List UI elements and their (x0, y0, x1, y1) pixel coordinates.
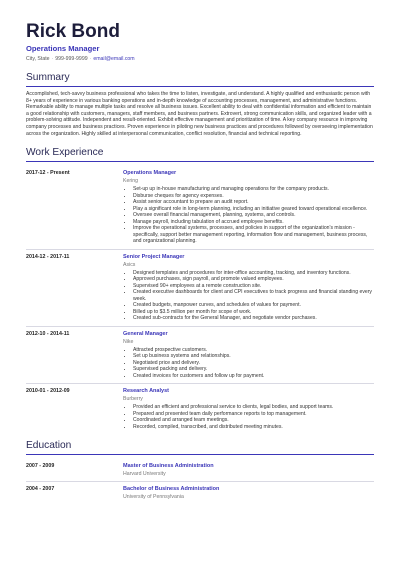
job-bullet: • Created invoices for customers and follow up for payment. (133, 373, 374, 380)
section-divider (26, 454, 374, 455)
summary-section (26, 72, 374, 137)
education-detail (123, 486, 374, 500)
education-section (26, 440, 374, 500)
job-bullet: • Supervised 90+ employees at a remote construction site. (133, 283, 374, 290)
education-dates: 2004 - 2007 (26, 486, 55, 493)
job-bullet: • Billed up to $3.5 million per month for scope of work. (133, 309, 374, 316)
education-heading: Education (26, 440, 72, 452)
job-bullet: • Play a significant role in long-term planning, including an initiative geared toward operational excellence. (133, 206, 374, 213)
phone: 999-999-9999 (55, 56, 88, 62)
education-entry (26, 481, 374, 500)
job-bullet: • Created sub-contracts for the General Manager, and negotiate vendor purchases. (133, 315, 374, 322)
job-title: General Manager (123, 330, 168, 337)
job-bullet: • Negotiated price and delivery. (133, 360, 374, 367)
job-detail (123, 254, 374, 322)
job-bullets (123, 404, 374, 430)
job-bullet: • Set up business systems and relationships. (133, 353, 374, 360)
job-dates: 2014-12 - 2017-11 (26, 253, 70, 260)
summary-heading: Summary (26, 72, 70, 83)
school: University of Pennsylvania (123, 494, 184, 501)
job-detail (123, 388, 374, 430)
job-bullets (123, 347, 374, 380)
job-bullets (123, 270, 374, 322)
job-bullet: • Set-up up in-house manufacturing and managing operations for the company products. (133, 186, 374, 193)
degree: Master of Business Administration (123, 463, 214, 470)
company-name: Nike (123, 338, 134, 345)
job-bullet: • Prepared and presented team daily performance reports to top management. (133, 411, 374, 418)
separator: · (51, 56, 54, 62)
section-divider (26, 161, 374, 162)
job-bullet: • Created budgets, manpower curves, and schedules of values for payment. (133, 302, 374, 309)
job-entry (26, 166, 374, 245)
job-bullet: • Coordinated and arranged team meetings. (133, 417, 374, 424)
job-dates: 2010-01 - 2012-09 (26, 388, 70, 395)
job-title: Senior Project Manager (123, 253, 185, 260)
job-title: Operations Manager (123, 170, 177, 177)
email-link[interactable]: email@email.com (93, 56, 135, 62)
experience-section (26, 147, 374, 430)
education-entry (26, 459, 374, 477)
candidate-title: Operations Manager (26, 44, 100, 53)
summary-text: Accomplished, tech-savvy business professional who takes the time to listen, investigate, and understand. A highly qualified and enthusiastic person with 8+ years of experience in various banking operations and in-depth knowledge of accounting processes, management, and administrative functions. Remarkable ability to manage multiple tasks and resolve all business issues. Excellent ability to deal with confidential information and efficient to maintain a good relationship with customers, managers, staff members, and business partners. Extrovert, strong communication skills, and organized leader with a problem-solving attitude. Independent and result-oriented. Exhibit effective management and prioritization of time. A key company resource in improving company processes and business practices. Proven experience in piloting new business practices and procedures followed by overseeing implementation across the organization. Highly skilled at interpersonal communication, conflict resolution, financial and technical reporting. (26, 91, 373, 137)
job-bullet: • Provided an efficient and professional service to clients, legal bodies, and support teams. (133, 404, 374, 411)
job-entry (26, 249, 374, 322)
section-divider (26, 86, 374, 87)
education-list (26, 459, 374, 500)
job-list (26, 166, 374, 430)
degree: Bachelor of Business Administration (123, 486, 220, 493)
school: Harvard University (123, 471, 166, 478)
education-dates: 2007 - 2009 (26, 463, 55, 470)
job-bullet: • Oversee overall financial management, planning, systems, and controls. (133, 212, 374, 219)
location: City, State (26, 56, 50, 62)
job-dates: 2017-12 - Present (26, 170, 70, 177)
job-bullet: • Created executive dashboards for client and CPI executives to track progress and financial standing every week. (133, 289, 374, 302)
job-bullet: • Approved purchases, sign payroll, and promote valued employees. (133, 276, 374, 283)
job-bullet: • Attracted prospective customers. (133, 347, 374, 354)
job-bullet: • Disburse cheques for agency expenses. (133, 193, 374, 200)
job-bullet: • Improve the operational systems, processes, and policies in support of the organization's mission - specifically, support better management reporting, information flow and management, business process, and organizational planning. (133, 225, 374, 245)
job-detail (123, 331, 374, 380)
job-bullet: • Supervised packing and delivery. (133, 366, 374, 373)
job-bullets (123, 186, 374, 245)
education-detail (123, 463, 374, 477)
job-bullet: • Designed templates and procedures for inter-office accounting, tracking, and inventory functions. (133, 270, 374, 277)
contact-line (26, 56, 374, 62)
company-name: Burberry (123, 396, 143, 403)
job-bullet: • Manage payroll, including tabulation of accrued employee benefits. (133, 219, 374, 226)
job-entry (26, 383, 374, 430)
experience-heading: Work Experience (26, 147, 104, 159)
job-title: Research Analyst (123, 388, 169, 395)
company-name: Kering (123, 178, 138, 185)
job-dates: 2012-10 - 2014-11 (26, 330, 70, 337)
job-detail (123, 170, 374, 245)
separator: · (89, 56, 92, 62)
job-entry (26, 326, 374, 380)
candidate-name: Rick Bond (26, 21, 120, 42)
company-name: Asics (123, 261, 136, 268)
job-bullet: • Assist senior accountant to prepare an audit report. (133, 199, 374, 206)
job-bullet: • Recorded, compiled, transcribed, and distributed meeting minutes. (133, 424, 374, 431)
resume-header (26, 22, 374, 62)
